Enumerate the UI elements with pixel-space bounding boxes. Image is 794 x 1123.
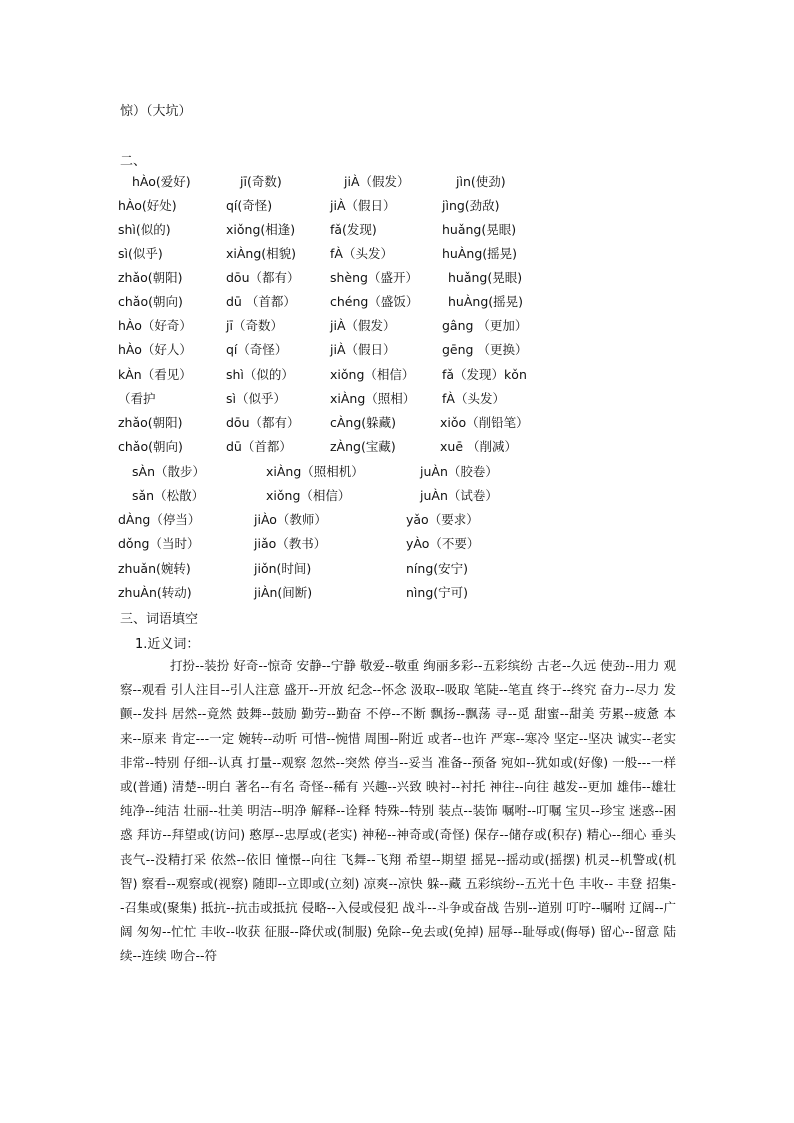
pinyin-entry: hÀo（好奇）: [118, 318, 192, 333]
pinyin-entry: chǎo(朝向): [118, 439, 183, 454]
pinyin-entry: jiÀ（假日）: [330, 342, 396, 357]
pinyin-entry: jiÀ（假日）: [330, 198, 396, 213]
synonyms-subheading: 1.近义词：: [135, 637, 200, 652]
pinyin-entry: jìng(劲敌): [442, 198, 500, 213]
pinyin-entry: dÀng（停当）: [118, 512, 201, 527]
pinyin-entry: dǒng（当时）: [118, 536, 200, 551]
pinyin-entry: jiÀ（假发）: [344, 174, 410, 189]
pinyin-entry: xuē （削减）: [440, 439, 517, 454]
pinyin-entry: juÀn（胶卷）: [420, 464, 498, 479]
section-2-heading: 二、: [120, 154, 147, 169]
pinyin-entry: xiǒng（相信）: [266, 488, 351, 503]
pinyin-entry: hÀo(好处): [118, 198, 177, 213]
pinyin-entry: fÀ（头发）: [442, 391, 505, 406]
synonyms-paragraph: 打扮--装扮 好奇--惊奇 安静--宁静 敬爱--敬重 绚丽多彩--五彩缤纷 古老--久远 使劲--用力 观察--观看 引人注目--引人注意 盛开--开放 纪念--怀念 汲取--吸取 笔陡--笔直 终于--终究 奋力--尽力 发颤--发抖 居然--竟然 鼓舞--鼓励 勤劳--勤奋 不停--不断 飘扬--飘荡 寻--觅 甜蜜--甜美 劳累--疲惫 本来--原来 肯定---一定 婉转--动听 可惜--惋惜 周围--附近 或者--也许 严寒--寒冷 坚定--坚决 诚实--老实 非常--特别 仔细--认真 打量--观察 忽然--突然 停当--妥当 准备--预备 宛如--犹如或(好像) 一般---一样或(普通) 清楚--明白 著名--有名 奇怪--稀有 兴趣--兴致 映衬--衬托 神往--向往 越发--更加 雄伟--雄壮 纯净--纯洁 壮丽--壮美 明洁--明净 解释--诠释 特殊--特别 装点--装饰 嘱咐--叮嘱 宝贝--珍宝 迷惑--困惑 拜访--拜望或(访问) 憨厚--忠厚或(老实) 神秘--神奇或(奇怪) 保存--储存或(积存) 精心--细心 垂头丧气--没精打采 依然--依旧 憧憬--向往 飞舞--飞翔 希望--期望 摇晃--摇动或(摇摆) 机灵--机警或(机智) 察看--观察或(视察) 随即--立即或(立刻) 凉爽--凉快 躲--藏 五彩缤纷--五光十色 丰收-- 丰登 招集--召集或(聚集) 抵抗--抗击或抵抗 侵略--入侵或侵犯 战斗--斗争或奋战 告别--道别 叮咛--嘱咐 辽阔--广阔 匆匆--忙忙 丰收--收获 征服--降伏或(制服) 免除--免去或(免掉) 屈辱--耻辱或(侮辱) 留心--留意 陆续--连续 吻合--符: [120, 658, 676, 964]
pinyin-entry: shèng（盛开）: [330, 270, 418, 285]
pinyin-entry: dū （首都）: [226, 294, 296, 309]
pinyin-entry: hÀo（好人）: [118, 342, 192, 357]
pinyin-entry: gâng （更加）: [442, 318, 528, 333]
pinyin-entry: zÀng(宝藏): [330, 439, 396, 454]
pinyin-entry: juÀn（试卷）: [420, 488, 498, 503]
pinyin-entry: zhuÀn(转动): [118, 585, 192, 600]
section-3-heading: 三、词语填空: [120, 612, 199, 627]
pinyin-entry: qí(奇怪): [226, 198, 273, 213]
pinyin-entry: jī（奇数）: [226, 318, 283, 333]
pinyin-entry: chéng（盛饭）: [330, 294, 419, 309]
pinyin-entry: chǎo(朝向): [118, 294, 183, 309]
pinyin-entry: dōu（都有）: [226, 415, 300, 430]
pinyin-entry: níng(安宁): [406, 561, 469, 576]
pinyin-entry: yÀo（不要）: [406, 536, 480, 551]
pinyin-entry: xiÀng(相貌): [226, 246, 297, 261]
pinyin-entry: xiÀng（照相机）: [266, 464, 364, 479]
pinyin-entry: dōu（都有）: [226, 270, 300, 285]
pinyin-entry: yǎo（要求）: [406, 512, 479, 527]
pinyin-entry: xiÀng（照相）: [330, 391, 416, 406]
pinyin-entry: gēng （更换）: [442, 342, 528, 357]
pinyin-entry: fǎ（发现）kǒn: [442, 367, 527, 382]
pinyin-entry: jiÀn(间断): [254, 585, 313, 600]
pinyin-entry: jiÀ（假发）: [330, 318, 396, 333]
pinyin-entry: sì(似乎): [118, 246, 163, 261]
pinyin-entry: xiǒng(相逢): [226, 222, 296, 237]
pinyin-entry: zhuǎn(婉转): [118, 561, 191, 576]
pinyin-entry: huÀng(摇晃): [442, 246, 518, 261]
pinyin-entry: jī(奇数): [240, 174, 282, 189]
pinyin-entry: kÀn（看见）: [118, 367, 192, 382]
pinyin-entry: jiǎo（教书）: [254, 536, 327, 551]
pinyin-entry: jiÀo（教师）: [254, 512, 327, 527]
pinyin-entry: huǎng(晃眼): [442, 222, 517, 237]
pinyin-entry: fǎ(发现): [330, 222, 377, 237]
pinyin-entry: xiǒng（相信）: [330, 367, 415, 382]
pinyin-entry: shì(似的): [118, 222, 171, 237]
pinyin-entry: hÀo(爱好): [132, 174, 191, 189]
pinyin-entry: xiǒo（削铅笔）: [440, 415, 529, 430]
pinyin-entry: sǎn（松散）: [132, 488, 205, 503]
pinyin-entry: jìn(使劲): [456, 174, 506, 189]
pinyin-entry: qí（奇怪）: [226, 342, 288, 357]
pinyin-entry: jiǒn(时间): [254, 561, 312, 576]
continued-text-line: 惊）（大坑）: [120, 104, 192, 119]
pinyin-entry: nìng(宁可): [406, 585, 469, 600]
pinyin-entry: shì（似的）: [226, 367, 294, 382]
pinyin-entry: cÀng(躲藏): [330, 415, 397, 430]
pinyin-entry: huÀng(摇晃): [448, 294, 524, 309]
pinyin-entry: （看护: [118, 391, 156, 406]
pinyin-entry: zhǎo(朝阳): [118, 415, 183, 430]
pinyin-entry: huǎng(晃眼): [448, 270, 523, 285]
pinyin-entry: dū（首都）: [226, 439, 292, 454]
pinyin-entry: sÀn（散步）: [132, 464, 205, 479]
pinyin-entry: zhǎo(朝阳): [118, 270, 183, 285]
pinyin-entry: fÀ（头发）: [330, 246, 393, 261]
pinyin-entry: sì（似乎）: [226, 391, 286, 406]
